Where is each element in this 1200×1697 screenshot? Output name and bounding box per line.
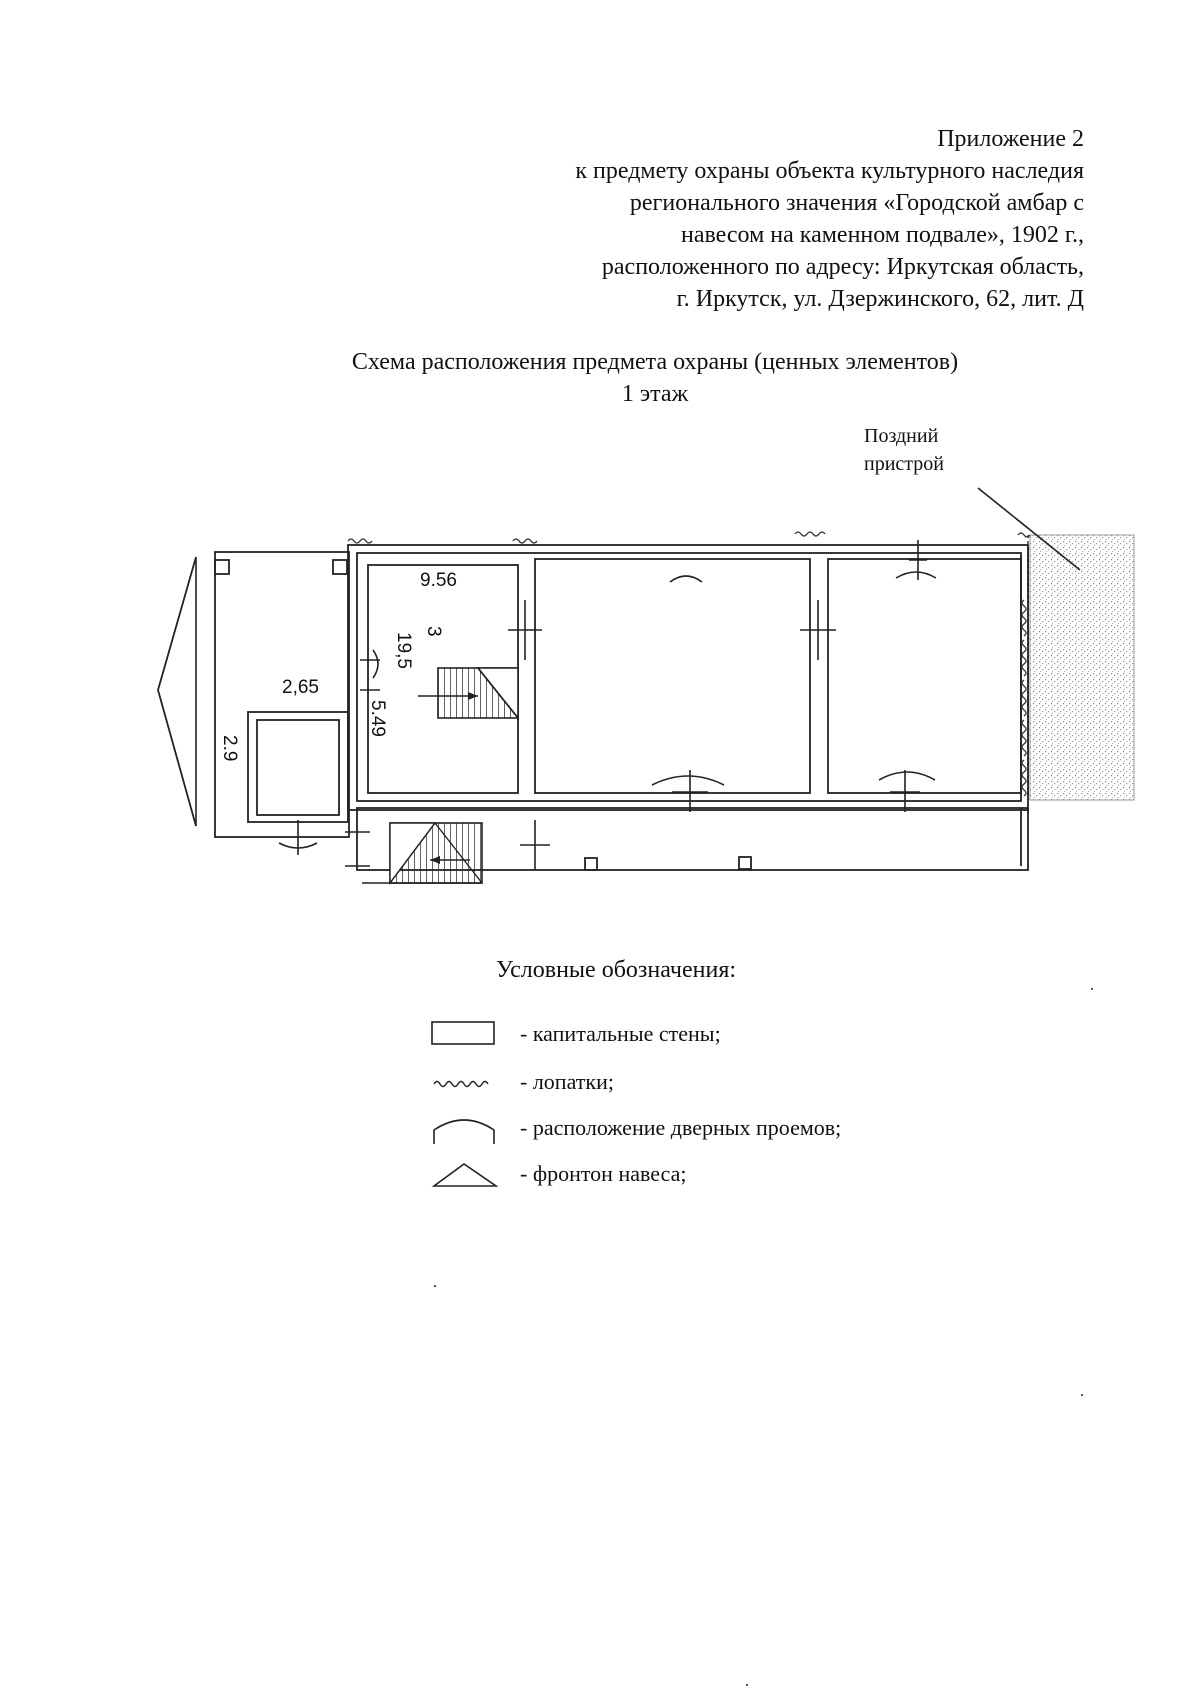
room-area: 19,5 (393, 632, 414, 669)
scan-speck (434, 1285, 436, 1287)
legend-label: - лопатки; (520, 1069, 614, 1094)
legend-label: - расположение дверных проемов; (520, 1115, 842, 1140)
pilaster-mark (1022, 640, 1026, 676)
appendix-address-line: г. Иркутск, ул. Дзержинского, 62, лит. Д (676, 286, 1084, 312)
capital-walls (215, 545, 1028, 870)
door-arc (652, 776, 724, 785)
room-number: 3 (423, 626, 444, 637)
legend-item-pilasters (430, 1062, 950, 1102)
floor-label: 1 этаж (621, 381, 689, 407)
stairs-lower (362, 823, 482, 883)
stairs-upper (418, 668, 518, 718)
legend-rectangle-icon (430, 1014, 500, 1054)
legend-title: Условные обозначения: (496, 957, 737, 983)
scan-speck (746, 1684, 748, 1686)
annex-label (864, 425, 944, 475)
legend-item-capital-walls (430, 1014, 950, 1054)
appendix-subject-line: регионального значения «Городской амбар с (629, 190, 1084, 216)
pilaster-mark (348, 539, 372, 543)
scan-speck (1081, 1394, 1083, 1396)
dim-porch-width: 2,65 (282, 677, 319, 698)
pilaster-mark (1022, 680, 1026, 716)
dim-room-length: 5.49 (367, 700, 388, 737)
door-arc (896, 572, 936, 578)
scheme-title-text: Схема расположения предмета охраны (ценных элементов) (351, 349, 959, 375)
annex-label-line1: Поздний (864, 425, 939, 447)
pilaster-mark (1022, 720, 1026, 756)
annex-label-line2: пристрой (864, 453, 944, 475)
appendix-subject-line: навесом на каменном подвале», 1902 г., (680, 222, 1084, 248)
legend-item-door-openings (430, 1108, 950, 1148)
legend-triangle-icon (430, 1154, 500, 1194)
pilaster-mark (1022, 600, 1026, 636)
door-arc (373, 650, 378, 678)
late-annex (1028, 535, 1134, 800)
legend-label: - капитальные стены; (520, 1021, 721, 1046)
dim-vestibule-width: 2.9 (219, 735, 240, 762)
pilaster-mark (795, 532, 825, 536)
pilaster-mark (1022, 760, 1026, 796)
scan-speck (1091, 988, 1093, 990)
legend-door-arc-icon (430, 1108, 500, 1148)
appendix-subject-line: к предмету охраны объекта культурного наследия (575, 158, 1084, 184)
dim-top-width: 9.56 (420, 570, 457, 591)
appendix-number: Приложение 2 (937, 126, 1084, 152)
canopy-pediment (158, 557, 196, 826)
annex-leader-line (978, 488, 1080, 570)
legend-wavy-line-icon (430, 1062, 500, 1102)
appendix-address-line: расположенного по адресу: Иркутская область, (601, 254, 1084, 280)
legend-label: - фронтон навеса; (520, 1161, 687, 1186)
legend-item-canopy-pediment (430, 1154, 950, 1194)
pilaster-mark (513, 539, 537, 543)
door-arc (670, 576, 702, 582)
door-arc (879, 772, 935, 780)
